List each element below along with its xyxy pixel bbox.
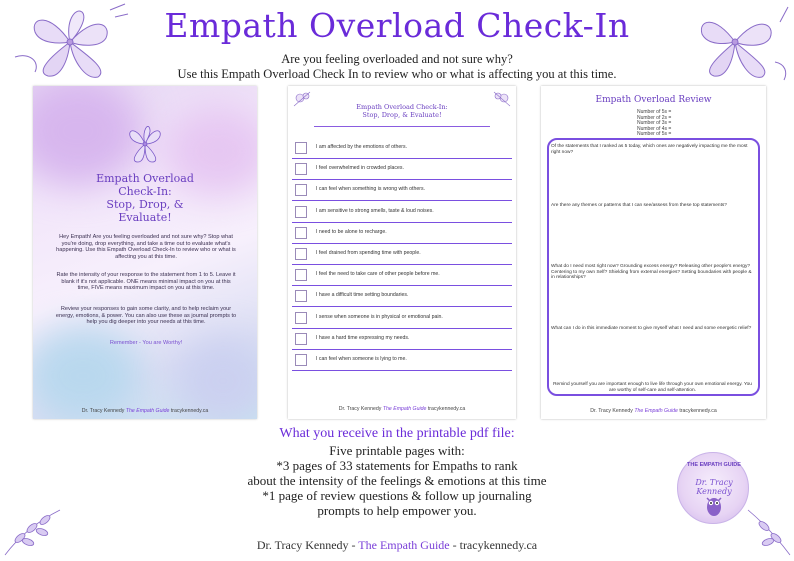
statement-row [292, 329, 512, 350]
statement-row [292, 223, 512, 244]
page2-heading: Empath Overload Check-In: Stop, Drop, & Evaluate! [356, 103, 448, 119]
rating-checkbox[interactable] [295, 354, 307, 366]
receive-heading: What you receive in the printable pdf file: [279, 426, 515, 441]
statement-row [292, 180, 512, 201]
statement-row [292, 138, 512, 159]
rating-checkbox[interactable] [295, 142, 307, 154]
page1-remember: Remember - You are Worthy! [109, 340, 183, 346]
divider [314, 126, 490, 127]
page1-intro-paragraph: Hey Empath! Are you feeling overloaded and not sure why? Stop what you're doing, drop everything, and take a time out to evaluate what's happening. Use this Empath Overload Check-In to review who or what is affecting you at this time. [56, 234, 236, 260]
rating-checkbox[interactable] [295, 248, 307, 260]
receive-line: about the intensity of the feelings & emotions at this time [247, 473, 547, 488]
statement-row [292, 286, 512, 307]
subtitle-line-2: Use this Empath Overload Check In to review who or what is affecting you at this time. [177, 67, 617, 81]
statement-text: I sense when someone is in physical or emotional pain. [316, 313, 443, 320]
count-line: Number of 5s = [637, 131, 672, 137]
count-line: Number of 2s = [637, 114, 672, 121]
count-line: Number of 3s = [637, 120, 672, 126]
page-title: Empath Overload Check-In [164, 6, 630, 45]
page1-title: Empath Overload Check-In: Stop, Drop, & Evaluate! [96, 172, 194, 224]
rating-checkbox[interactable] [295, 206, 307, 218]
statement-text: I feel the need to take care of other people before me. [316, 271, 440, 278]
count-line: Number of 5s = [637, 109, 672, 115]
statement-text: I am affected by the emotions of others. [316, 144, 408, 150]
rating-checkbox[interactable] [295, 184, 307, 196]
page2-footer: Dr. Tracy Kennedy The Empath Guide tracykennedy.ca [338, 406, 466, 412]
page3-footer: Dr. Tracy Kennedy The Empath Guide tracykennedy.ca [590, 408, 717, 414]
rating-checkbox[interactable] [295, 163, 307, 175]
preview-page-2 [288, 86, 516, 419]
review-question: What can I do in this immediate moment to give myself what I need and some energetic relief? [551, 326, 752, 331]
page1-review-paragraph: Review your responses to gain some clarity, and to help reclaim your energy, emotions, & power. You can also use these as journal prompts to help you dig deeper into your needs at this time. [55, 306, 237, 325]
flower-icon [118, 122, 172, 166]
watercolor-wash [173, 336, 257, 419]
statement-row [292, 265, 512, 286]
review-question: Of the statements that I ranked as 5 today, which ones are negatively impacting me the most right now? [551, 144, 748, 155]
statement-text: I feel overwhelmed in crowded places. [316, 165, 404, 172]
statement-text: I am sensitive to strong smells, taste & loud noises. [316, 207, 434, 214]
bottom-footer: Dr. Tracy Kennedy - The Empath Guide - tracykennedy.ca [256, 538, 538, 552]
statement-text: I can feel when something is wrong with others. [316, 186, 425, 193]
empath-guide-logo: THE EMPATH GUIDE Dr. Tracy Kennedy [677, 452, 749, 524]
owl-icon [704, 493, 724, 517]
page1-footer: Dr. Tracy Kennedy The Empath Guide tracykennedy.ca [81, 408, 209, 414]
statement-text: I feel drained from spending time with people. [316, 250, 421, 256]
page1-rating-paragraph: Rate the intensity of your response to the statement from 1 to 5. Leave it blank if it's not applicable. ONE means minimal impact on you at this time, FIVE means maximum impact on you at this time. [56, 272, 236, 291]
count-line: Number of 4s = [637, 125, 672, 132]
review-closing: Remind yourself you are important enough to live life through your own emotional energy. You are worthy of self-care and self-attention. [553, 382, 752, 393]
receive-line: Five printable pages with: [329, 443, 465, 458]
receive-line: *1 page of review questions & follow up journaling [262, 488, 532, 503]
row-divider [292, 370, 512, 371]
statement-text: I can feel when someone is lying to me. [316, 356, 407, 362]
review-question: Are there any themes or patterns that I can see/assess from these top statements? [551, 203, 727, 208]
statement-text: I have a hard time expressing my needs. [316, 334, 410, 341]
statement-text: I have a difficult time setting boundaries. [316, 292, 409, 299]
rating-checkbox[interactable] [295, 227, 307, 239]
preview-page-1 [33, 86, 257, 419]
statement-row [292, 244, 512, 265]
page3-heading: Empath Overload Review [595, 95, 712, 105]
review-question: What do I need most right now? Grounding excess energy? Releasing other people's energy? Centering to my own Self? Shielding from external energies? Setting boundaries with people & in relationships? [551, 264, 752, 280]
subtitle-line-1: Are you feeling overloaded and not sure why? [281, 52, 513, 66]
statement-row [292, 350, 512, 371]
statement-row [292, 202, 512, 223]
rating-checkbox[interactable] [295, 333, 307, 345]
receive-line: *3 pages of 33 statements for Empaths to rank [276, 458, 518, 473]
rating-checkbox[interactable] [295, 312, 307, 324]
rating-checkbox[interactable] [295, 269, 307, 281]
statement-row [292, 159, 512, 180]
statement-text: I need to be alone to recharge. [316, 228, 387, 235]
preview-page-3 [541, 86, 766, 419]
statement-row [292, 308, 512, 329]
rating-checkbox[interactable] [295, 290, 307, 302]
receive-line: prompts to help empower you. [317, 503, 477, 518]
